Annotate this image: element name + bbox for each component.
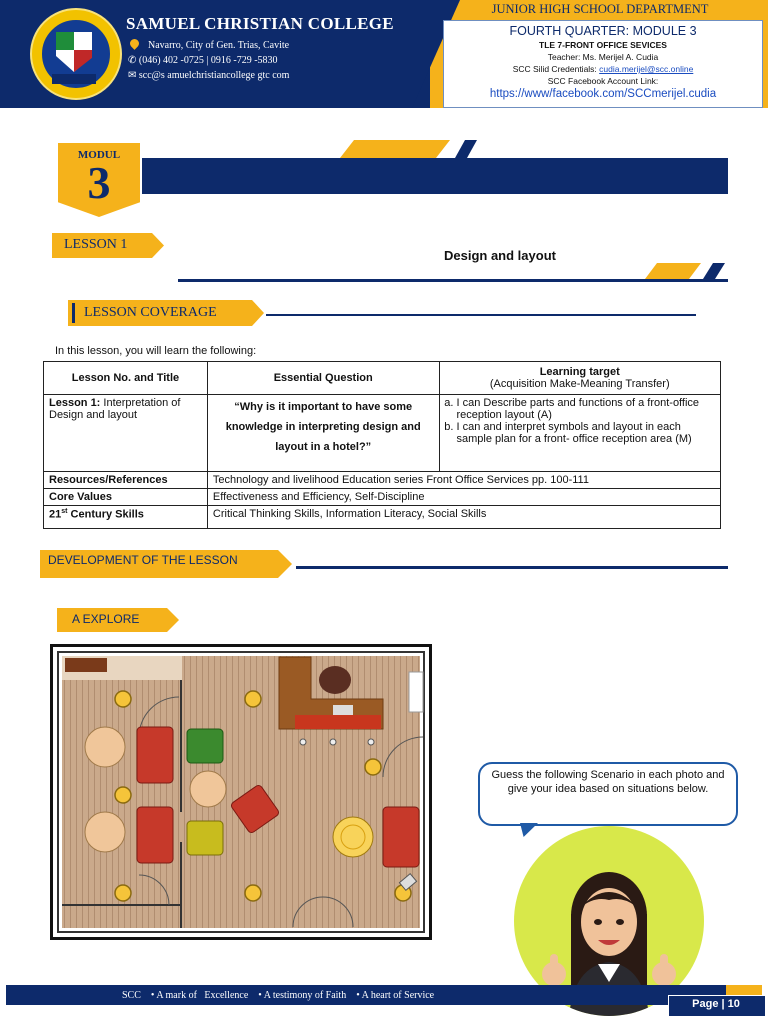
floor-lamp — [115, 885, 131, 901]
skills-value: Critical Thinking Skills, Information Literacy, Social Skills — [207, 506, 720, 529]
lesson-label: Lesson 1: — [49, 397, 101, 409]
subject-title: TLE 7-FRONT OFFICE SEVICES — [539, 40, 667, 50]
lesson-cell-title: Interpretation of Design and layout — [49, 397, 181, 421]
round-table — [85, 727, 125, 767]
school-name: SAMUEL CHRISTIAN COLLEGE — [126, 14, 394, 33]
office-chair — [319, 666, 351, 694]
lesson-title: Design and layout — [444, 248, 556, 263]
facebook-label: SCC Facebook Account Link: — [547, 76, 659, 86]
lesson-coverage-table — [43, 361, 721, 529]
credentials-link[interactable]: cudia.merijel@scc.online — [599, 64, 694, 74]
header-target-sub: (Acquisition Make-Meaning Transfer) — [489, 378, 670, 390]
stool — [368, 739, 374, 745]
stool — [300, 739, 306, 745]
table-row — [44, 489, 721, 506]
lesson-underline — [178, 279, 728, 282]
core-values-value: Effectiveness and Efficiency, Self-Discipline — [207, 489, 720, 506]
speech-bubble-text: Guess the following Scenario in each photo and give your idea based on situations below. — [491, 769, 725, 795]
coverage-tag-label: LESSON COVERAGE — [84, 305, 217, 320]
quarter-title: FOURTH QUARTER: MODULE 3 — [509, 24, 697, 38]
table-row — [44, 506, 721, 529]
speech-bubble-tail — [520, 823, 538, 837]
school-phone: ✆ (046) 402 -0725 | 0916 -729 -5830 — [128, 55, 278, 66]
reception-counter — [295, 715, 381, 729]
header-question: Essential Question — [207, 362, 439, 395]
footer-motto: SCC • A mark of Excellence • A testimony of Faith • A heart of Service — [122, 990, 435, 1001]
armchair — [137, 727, 173, 783]
module-accent-stripe — [455, 140, 477, 158]
coverage-intro: In this lesson, you will learn the following: — [55, 345, 257, 357]
floor-plan-image — [50, 644, 432, 940]
module-banner-bar — [142, 158, 728, 194]
skills-label — [44, 506, 208, 529]
module-info-box — [443, 20, 763, 108]
floor-plan-drawing — [53, 647, 429, 937]
resources-value: Technology and livelihood Education series Front Office Services pp. 100-111 — [207, 472, 720, 489]
email-text: scc@s amuelchristiancollege gtc com — [138, 70, 290, 81]
table-row — [44, 395, 721, 472]
header-lesson: Lesson No. and Title — [44, 362, 208, 395]
module-number: 3 — [87, 157, 111, 208]
school-email: ✉ scc@s amuelchristiancollege gtc com — [128, 70, 290, 81]
teacher-name: Teacher: Ms. Merijel A. Cudia — [547, 52, 659, 62]
lesson-cell — [44, 395, 208, 472]
lesson-accent-stripe — [645, 263, 701, 279]
department-title: JUNIOR HIGH SCHOOL DEPARTMENT — [491, 2, 709, 16]
development-tag-label: DEVELOPMENT OF THE LESSON — [48, 553, 238, 567]
learning-target-item: b. I can and interpret symbols and layout in each sample plan for a front- office reception area (M) — [457, 421, 716, 445]
header-target-title: Learning target — [539, 366, 620, 378]
coverage-underline — [266, 314, 696, 316]
core-values-label: Core Values — [44, 489, 208, 506]
facebook-link[interactable]: https://www/facebook.com/SCCmerijel.cudia — [489, 88, 717, 100]
lesson-accent-stripe — [703, 263, 725, 279]
armchair-yellow — [187, 821, 223, 855]
learning-target-list — [445, 397, 716, 445]
learning-target-item: a. I can Describe parts and functions of a front-office reception layout (A) — [457, 397, 716, 421]
lesson-tag-label: LESSON 1 — [64, 237, 128, 252]
floor-lamp — [115, 787, 131, 803]
round-table — [333, 817, 373, 857]
armchair — [137, 807, 173, 863]
side-shelf — [409, 672, 423, 712]
school-address: Navarro, City of Gen. Trias, Cavite — [148, 40, 290, 51]
logo-year-ribbon — [52, 74, 96, 84]
table-row — [44, 472, 721, 489]
cabinet — [65, 658, 107, 672]
stool — [330, 739, 336, 745]
skills-label-num: 21 — [49, 508, 62, 521]
learning-targets — [439, 395, 721, 472]
credentials-label: SCC Silid Credentials: — [512, 64, 600, 74]
floor-lamp — [245, 691, 261, 707]
armchair — [383, 807, 419, 867]
skills-label-rest: Century Skills — [67, 508, 144, 521]
floor-lamp — [365, 759, 381, 775]
floor-lamp — [245, 885, 261, 901]
armchair-green — [187, 729, 223, 763]
round-table — [190, 771, 226, 807]
resources-label: Resources/References — [44, 472, 208, 489]
credentials-line — [444, 64, 762, 74]
computer-monitor — [333, 705, 353, 715]
floor-lamp — [115, 691, 131, 707]
phone-text: (046) 402 -0725 | 0916 -729 -5830 — [138, 55, 278, 66]
round-table — [85, 812, 125, 852]
skills-label-sup: st — [61, 508, 68, 515]
development-underline — [296, 566, 728, 569]
header-target — [439, 362, 721, 395]
module-word: MODUL — [77, 149, 121, 161]
page-number: Page | 10 — [692, 998, 740, 1010]
module-accent-stripe — [340, 140, 450, 158]
logo-shield-quarter — [56, 32, 74, 50]
table-header-row — [44, 362, 721, 395]
essential-question: “Why is it important to have some knowledge in interpreting design and layout in a hotel?” — [207, 395, 439, 472]
explore-tag-label: A EXPLORE — [72, 612, 140, 626]
